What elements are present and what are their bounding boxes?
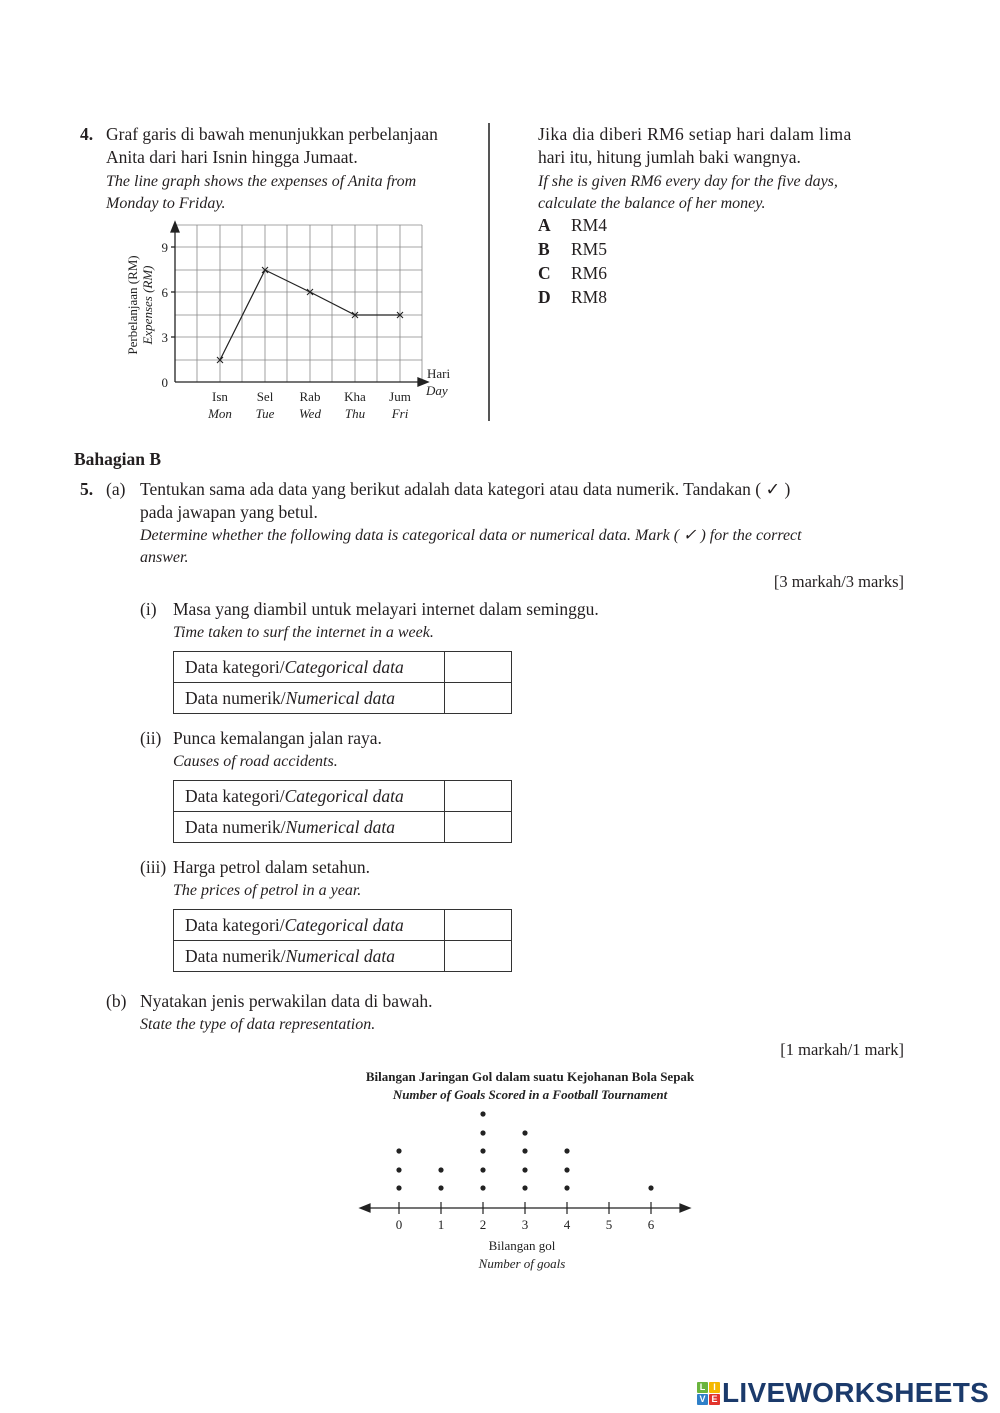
q4-text-en-1: The line graph shows the expenses of Anita from bbox=[106, 173, 417, 190]
liveworksheets-logo bbox=[697, 1379, 989, 1407]
table-row: Data numerik/Numerical data bbox=[174, 941, 512, 972]
svg-text:4: 4 bbox=[563, 1217, 571, 1232]
table-row: Data kategori/Categorical data bbox=[174, 781, 512, 812]
item-ii-ms: Punca kemalangan jalan raya. bbox=[173, 728, 382, 748]
item-ii-label: (ii) bbox=[140, 728, 162, 748]
dot-plot-xlabel-en: Number of goals bbox=[478, 1256, 566, 1271]
item-i-ms: Masa yang diambil untuk melayari internet dalam seminggu. bbox=[173, 599, 599, 619]
svg-text:2: 2 bbox=[479, 1217, 487, 1232]
item-i-en: Time taken to surf the internet in a week. bbox=[173, 624, 434, 641]
answer-table-iii bbox=[173, 909, 512, 972]
part-a-ms-2: pada jawapan yang betul. bbox=[140, 502, 318, 522]
svg-text:Fri: Fri bbox=[391, 406, 409, 421]
q4-text-ms-2: Anita dari hari Isnin hingga Jumaat. bbox=[106, 147, 358, 167]
svg-text:Tue: Tue bbox=[255, 406, 275, 421]
option-a[interactable] bbox=[538, 214, 607, 237]
y-tick-0: 0 bbox=[161, 375, 168, 390]
q4-number: 4. bbox=[80, 124, 94, 144]
x-axis-label-ms: Hari bbox=[427, 366, 451, 381]
item-iii-ms: Harga petrol dalam setahun. bbox=[173, 857, 370, 877]
option-b[interactable] bbox=[538, 238, 607, 261]
q4-right-ms-2: hari itu, hitung jumlah baki wangnya. bbox=[538, 147, 801, 167]
option-value: RM4 bbox=[571, 215, 607, 235]
part-a-ms-1: Tentukan sama ada data yang berikut adalah data kategori atau data numerik. Tandakan ( ✓ ) bbox=[140, 479, 791, 499]
svg-text:6: 6 bbox=[647, 1217, 655, 1232]
svg-text:Rab: Rab bbox=[299, 389, 321, 404]
logo-tiles-icon: L I V E bbox=[697, 1382, 720, 1405]
dot-plot-title: Bilangan Jaringan Gol dalam suatu Kejohanan Bola Sepak bbox=[365, 1069, 695, 1084]
table-row: Data kategori/Categorical data bbox=[174, 910, 512, 941]
svg-text:Jum: Jum bbox=[389, 389, 411, 404]
option-letter: B bbox=[538, 239, 550, 259]
svg-text:Mon: Mon bbox=[208, 406, 232, 421]
part-b-en: State the type of data representation. bbox=[140, 1016, 376, 1033]
y-axis-label-en: Expenses (RM) bbox=[140, 265, 155, 345]
part-a-en-1: Determine whether the following data is categorical data or numerical data. Mark ( ✓ ) for the correct bbox=[140, 527, 802, 544]
part-b-marks: [1 markah/1 mark] bbox=[780, 1040, 904, 1059]
checkbox-numerical-ii[interactable] bbox=[445, 812, 512, 843]
brand-name: LIVEWORKSHEETS bbox=[722, 1377, 990, 1408]
chart-grid bbox=[175, 225, 422, 382]
svg-text:Sel: Sel bbox=[256, 389, 274, 404]
column-divider bbox=[488, 123, 490, 421]
svg-text:Wed: Wed bbox=[299, 406, 321, 421]
answer-table-ii bbox=[173, 780, 512, 843]
q4-text-en-2: Monday to Friday. bbox=[106, 195, 226, 212]
item-iii-en: The prices of petrol in a year. bbox=[173, 882, 362, 899]
table-row: Data kategori/Categorical data bbox=[174, 652, 512, 683]
y-tick-9: 9 bbox=[161, 240, 168, 255]
part-b-label: (b) bbox=[106, 991, 127, 1011]
q4-right-en-1: If she is given RM6 every day for the five days, bbox=[538, 173, 838, 190]
x-axis-label-en: Day bbox=[426, 383, 448, 398]
q4-text-ms-1: Graf garis di bawah menunjukkan perbelanjaan bbox=[106, 124, 438, 144]
svg-text:Thu: Thu bbox=[344, 406, 366, 421]
part-a-label: (a) bbox=[106, 479, 126, 499]
svg-text:Isn: Isn bbox=[212, 389, 228, 404]
y-tick-labels bbox=[162, 240, 169, 390]
checkbox-numerical-i[interactable] bbox=[445, 683, 512, 714]
item-i-label: (i) bbox=[140, 599, 157, 619]
q4-right-en-2: calculate the balance of her money. bbox=[538, 195, 766, 212]
y-axis-label-ms: Perbelanjaan (RM) bbox=[125, 255, 140, 355]
x-tick-labels bbox=[207, 389, 411, 421]
option-letter: C bbox=[538, 263, 551, 283]
option-letter: A bbox=[538, 215, 551, 235]
option-value: RM5 bbox=[571, 239, 607, 259]
y-tick-6: 6 bbox=[161, 285, 168, 300]
option-d[interactable] bbox=[538, 286, 607, 309]
dot-plot-xlabel-ms: Bilangan gol bbox=[488, 1238, 556, 1253]
part-b-ms: Nyatakan jenis perwakilan data di bawah. bbox=[140, 991, 433, 1011]
dot-plot bbox=[320, 1062, 740, 1277]
y-tick-3: 3 bbox=[161, 330, 168, 345]
q5-number: 5. bbox=[80, 479, 94, 499]
svg-text:1: 1 bbox=[437, 1217, 445, 1232]
table-row: Data numerik/Numerical data bbox=[174, 683, 512, 714]
option-letter: D bbox=[538, 287, 551, 307]
item-iii-label: (iii) bbox=[140, 857, 167, 877]
dot-plot-subtitle: Number of Goals Scored in a Football Tournament bbox=[392, 1087, 668, 1102]
checkbox-categorical-ii[interactable] bbox=[445, 781, 512, 812]
item-ii-en: Causes of road accidents. bbox=[173, 753, 338, 770]
option-value: RM6 bbox=[571, 263, 607, 283]
option-value: RM8 bbox=[571, 287, 607, 307]
number-line-labels bbox=[396, 1217, 655, 1232]
q4-right-ms-1: Jika dia diberi RM6 setiap hari dalam lima bbox=[538, 124, 852, 144]
checkbox-categorical-iii[interactable] bbox=[445, 910, 512, 941]
table-row: Data numerik/Numerical data bbox=[174, 812, 512, 843]
svg-text:5: 5 bbox=[605, 1217, 613, 1232]
checkbox-categorical-i[interactable] bbox=[445, 652, 512, 683]
dots bbox=[396, 1111, 653, 1190]
svg-text:3: 3 bbox=[521, 1217, 529, 1232]
option-c[interactable] bbox=[538, 262, 607, 285]
number-line bbox=[360, 1202, 690, 1214]
svg-text:0: 0 bbox=[395, 1217, 403, 1232]
part-a-marks: [3 markah/3 marks] bbox=[773, 572, 904, 591]
answer-table-i bbox=[173, 651, 512, 714]
svg-text:Kha: Kha bbox=[344, 389, 366, 404]
part-a-en-2: answer. bbox=[140, 549, 189, 566]
checkbox-numerical-iii[interactable] bbox=[445, 941, 512, 972]
line-chart bbox=[110, 220, 470, 430]
section-heading: Bahagian B bbox=[74, 449, 162, 469]
